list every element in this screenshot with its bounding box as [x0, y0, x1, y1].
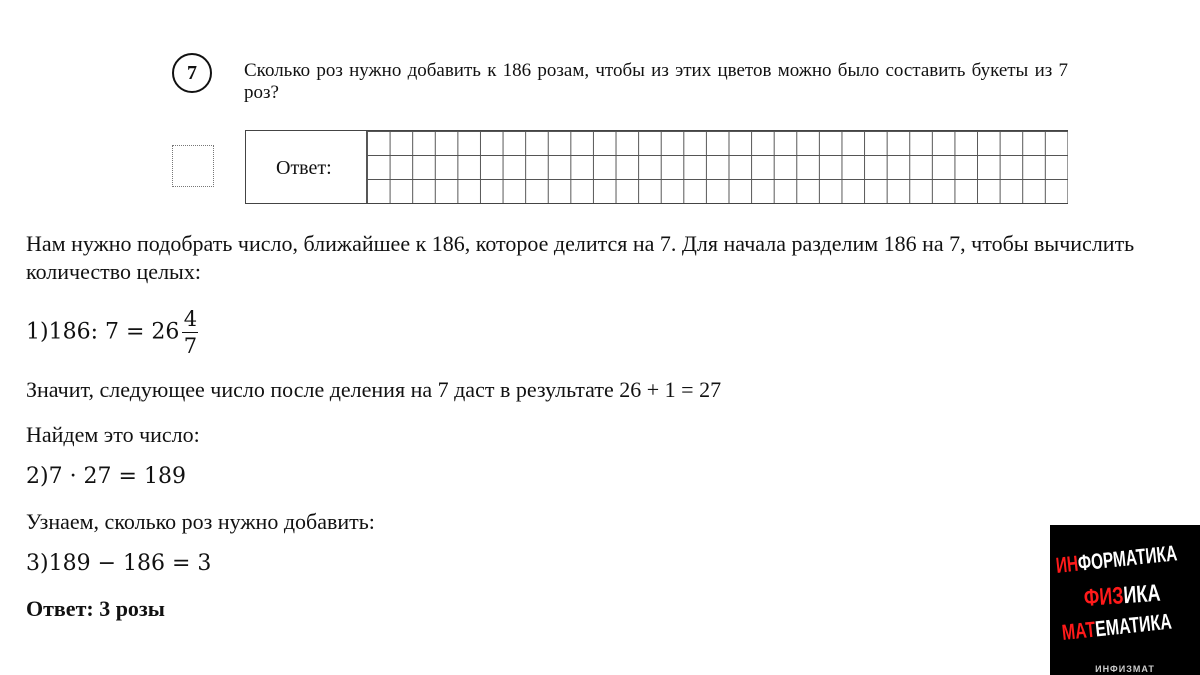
logo-line-1-red: ИН	[1054, 550, 1080, 578]
logo-line-3-white: ЕМАТИКА	[1093, 608, 1173, 642]
answer-label: Ответ:	[276, 157, 332, 179]
fraction-numerator: 4	[183, 307, 198, 331]
task-number-badge	[172, 53, 212, 93]
fraction-bar	[182, 332, 198, 333]
logo-line-2-white: ИКА	[1122, 579, 1162, 610]
solution-line-2: Значит, следующее число после деления на 7 даст в результате 26 + 1 = 27	[26, 377, 722, 402]
solution-line-3: Найдем это число:	[26, 422, 200, 447]
logo-line-3-red: МАТ	[1060, 616, 1097, 645]
solution-step-2: 2)7 · 27 = 189	[26, 464, 186, 489]
solution-line-4: Узнаем, сколько роз нужно добавить:	[26, 509, 375, 534]
score-box	[172, 145, 214, 187]
solution-answer: Ответ: 3 розы	[26, 596, 165, 621]
step-1-expression: 1)186: 7 = 26	[26, 319, 180, 345]
logo-footer: ИНФИЗМАТ	[1095, 664, 1155, 674]
solution-intro: Нам нужно подобрать число, ближайшее к 186, которое делится на 7. Для начала разделим 186 на 7, чтобы вычислить количество целых:	[26, 231, 1135, 284]
answer-box	[245, 130, 1068, 204]
logo-line-2-red: ФИЗ	[1083, 582, 1125, 612]
logo-line-1-white: ФОРМАТИКА	[1076, 540, 1179, 576]
logo-line-informatika	[1055, 540, 1179, 579]
logo-line-fizika	[1083, 580, 1161, 613]
solution-step-1	[26, 308, 198, 357]
logo-line-matematika	[1061, 609, 1173, 646]
task-number: 7	[187, 61, 197, 84]
solution-step-3: 3)189 − 186 = 3	[26, 551, 212, 576]
answer-grid	[366, 131, 1068, 203]
question-text: Сколько роз нужно добавить к 186 розам, чтобы из этих цветов можно было составить букеты из 7 роз?	[244, 60, 1068, 103]
infizmat-logo	[1050, 525, 1200, 675]
fraction-denominator: 7	[183, 334, 198, 358]
fraction	[182, 308, 198, 357]
